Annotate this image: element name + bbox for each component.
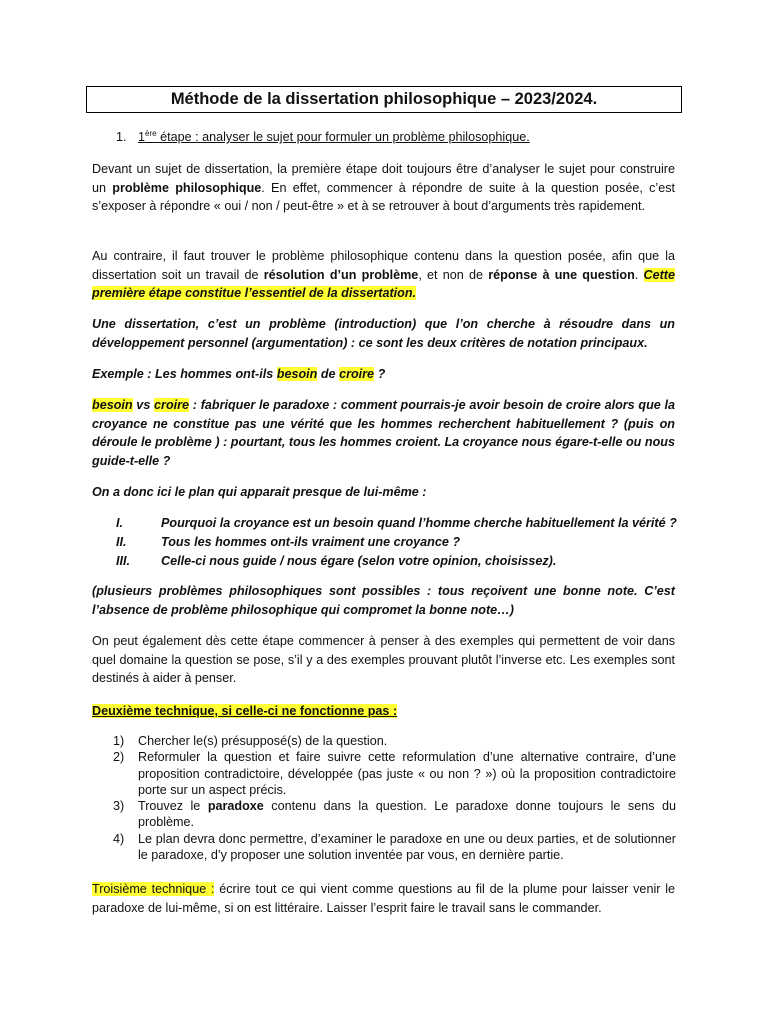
step-1-ordinal-suffix: ère bbox=[145, 128, 157, 138]
plan-item-text: Tous les hommes ont-ils vraiment une croyance ? bbox=[161, 535, 461, 549]
step-1-title bbox=[138, 130, 530, 144]
paradox-text: : fabriquer le paradoxe : comment pourrais-je avoir besoin de croire alors que la croyance ne constitue pas une vérité que les hommes recherchent habituellement ? (puis on déroule le problème ) : pourtant, tous les hommes croient. La croyance nous égare-t-elle ou nous guide-t-elle ? bbox=[92, 398, 675, 469]
paradox-text-vs: vs bbox=[132, 398, 155, 412]
paragraph-contrary-bold-1: résolution d’un problème bbox=[263, 267, 419, 282]
technique-2-label: Deuxième technique, si celle-ci ne fonctionne pas : bbox=[92, 704, 398, 718]
paragraph-contrary-text-a: Au contraire, il faut trouver le problème philosophique contenu dans la question posée, afin que la dissertation soit un travail de bbox=[92, 249, 675, 282]
paradox-highlight-croire: croire bbox=[154, 398, 190, 412]
list-item-text: Trouvez le bbox=[138, 799, 208, 814]
plan-item-number: II. bbox=[116, 535, 127, 549]
example-text-a: Exemple : Les hommes ont-ils bbox=[92, 367, 277, 381]
list-item-number: 2) bbox=[113, 750, 125, 765]
technique-3-paragraph bbox=[92, 880, 675, 917]
paragraph-contrary-text-e: . bbox=[634, 267, 644, 282]
example-text-e: ? bbox=[374, 367, 386, 381]
paragraph-intro-bold: problème philosophique bbox=[112, 180, 262, 195]
paragraph-paradox bbox=[92, 396, 675, 471]
plan-item bbox=[116, 552, 696, 571]
list-item-text: Reformuler la question et faire suivre cette reformulation d’une alternative contraire, d’une proposition contradictoire, développée (pas juste « ou non ? ») où la proposition contradictoire porte sur un aspect précis. bbox=[138, 750, 676, 797]
technique-2-list bbox=[113, 733, 676, 863]
list-item-text: Chercher le(s) présupposé(s) de la question. bbox=[138, 734, 388, 748]
example-highlight-croire: croire bbox=[339, 367, 375, 381]
paragraph-contrary bbox=[92, 247, 675, 303]
list-item-text: Le plan devra donc permettre, d’examiner le paradoxe en une ou deux parties, et de solutionner le paradoxe, d’y proposer une solution inventée par vous, en dernière partie. bbox=[138, 831, 676, 863]
plan-item-text: Celle-ci nous guide / nous égare (selon votre opinion, choisissez). bbox=[161, 554, 557, 568]
step-1-number: 1. bbox=[116, 130, 127, 144]
list-item-bold: paradoxe bbox=[207, 799, 264, 814]
step-1-heading bbox=[116, 128, 530, 146]
list-item-number: 4) bbox=[113, 831, 125, 846]
plan-item bbox=[116, 514, 696, 533]
paradox-highlight-besoin: besoin bbox=[92, 398, 133, 412]
technique-3-label: Troisième technique : bbox=[92, 882, 215, 896]
paragraph-examples: On peut également dès cette étape commencer à penser à des exemples qui permettent de voir dans quel domaine la question se pose, s’il y a des exemples prouvant plutôt l’inverse etc. Les exemples sont destinés à aider à penser. bbox=[92, 634, 675, 686]
step-1-text: étape : analyser le sujet pour formuler un problème philosophique. bbox=[156, 130, 530, 144]
paragraph-note: (plusieurs problèmes philosophiques sont possibles : tous reçoivent une bonne note. C’est l’absence de problème philosophique qui compromet la bonne note…) bbox=[92, 584, 675, 617]
example-line bbox=[92, 365, 675, 384]
technique-2-heading bbox=[92, 702, 675, 721]
plan-item bbox=[116, 533, 696, 552]
document-title: Méthode de la dissertation philosophique – 2023/2024. bbox=[86, 86, 682, 113]
example-text-c: de bbox=[317, 367, 340, 381]
list-item bbox=[113, 733, 676, 749]
list-item bbox=[113, 798, 676, 831]
step-1-ordinal: 1 bbox=[138, 130, 146, 144]
plan-item-text: Pourquoi la croyance est un besoin quand l’homme cherche habituellement la vérité ? bbox=[161, 516, 677, 530]
list-item-number: 1) bbox=[113, 734, 125, 748]
list-item-number: 3) bbox=[113, 799, 125, 814]
plan-item-number: III. bbox=[116, 554, 130, 568]
paragraph-definition: Une dissertation, c’est un problème (introduction) que l’on cherche à résoudre dans un développement personnel (argumentation) : ce sont les deux critères de notation principaux. bbox=[92, 317, 675, 350]
plan-intro: On a donc ici le plan qui apparait presque de lui-même : bbox=[92, 485, 427, 499]
paragraph-contrary-bold-2: réponse à une question bbox=[488, 267, 635, 282]
paragraph-contrary-highlight: Cette première étape constitue l’essentiel de la dissertation. bbox=[92, 267, 676, 301]
paragraph-contrary-text-c: , et non de bbox=[418, 267, 489, 282]
example-highlight-besoin: besoin bbox=[276, 367, 318, 381]
list-item-text-end: contenu dans la question. Le paradoxe donne toujours le sens du problème. bbox=[138, 799, 676, 830]
paragraph-intro-text-c: . En effet, commencer à répondre de suite à la question posée, c’est s’exposer à répondre « oui / non / peut-être » et à se retrouver à bout d’arguments très rapidement. bbox=[92, 180, 676, 214]
paragraph-intro-text-a: Devant un sujet de dissertation, la première étape doit toujours être d’analyser le sujet pour construire un bbox=[92, 162, 675, 195]
technique-3-text: écrire tout ce qui vient comme questions au fil de la plume pour laisser venir le paradoxe de lui-même, si on est littéraire. Laisser l’esprit faire le travail sans le commander. bbox=[92, 882, 676, 915]
plan-item-number: I. bbox=[116, 516, 123, 530]
list-item bbox=[113, 749, 676, 798]
list-item bbox=[113, 831, 676, 864]
paragraph-intro bbox=[92, 160, 675, 216]
